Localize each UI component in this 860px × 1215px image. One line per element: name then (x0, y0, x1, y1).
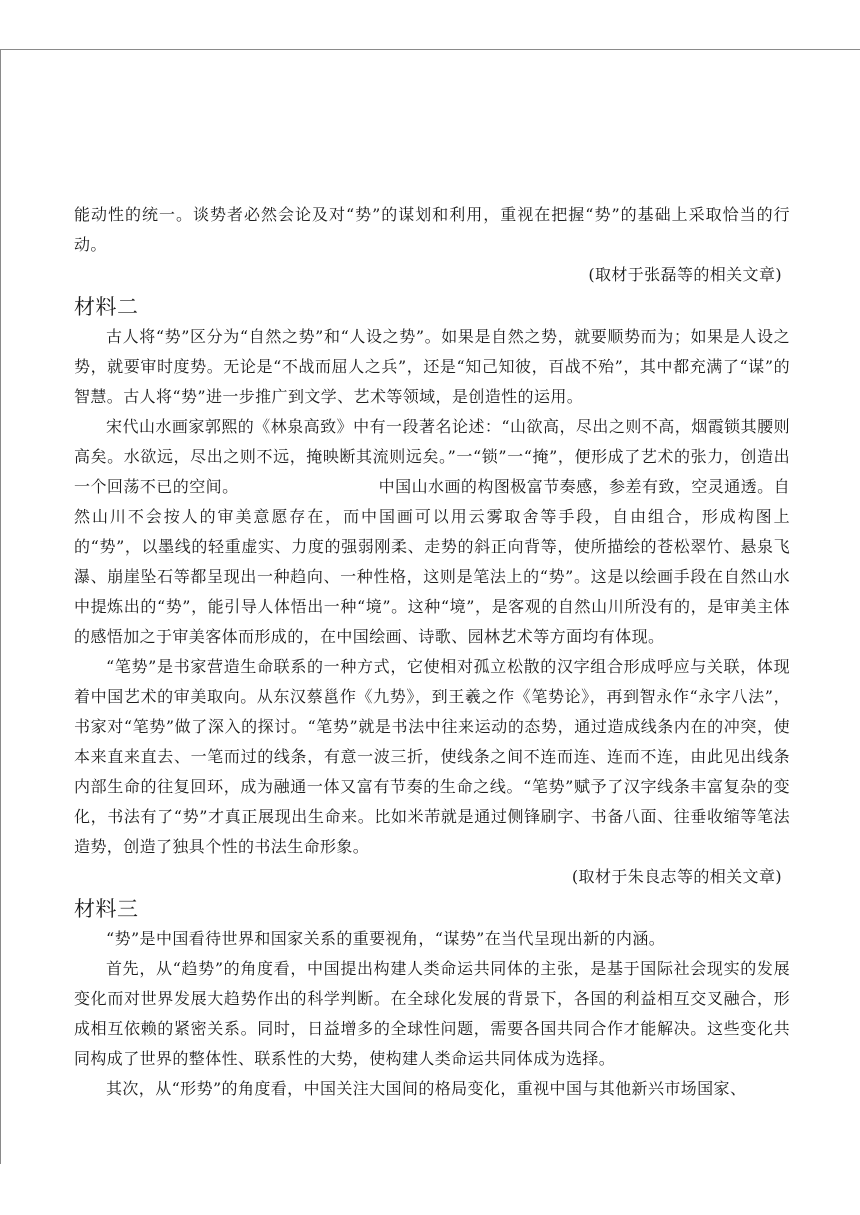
source-note-2: (取材于朱良志等的相关文章) (571, 867, 782, 886)
page-top-border (0, 49, 860, 50)
paragraph-trend: 首先，从“趋势”的角度看，中国提出构建人类命运共同体的主张，是基于国际社会现实的发展变化而对世界发展大趋势作出的科学判断。在全球化发展的背景下，各国的利益相互交叉融合，形成相互依赖的紧密关系。同时，日益增多的全球性问题，需要各国共同合作才能解决。这些变化共同构成了世界的整体性、联系性的大势，使构建人类命运共同体成为选择。 (74, 959, 790, 1068)
paragraph-situation: 其次，从“形势”的角度看，中国关注大国间的格局变化，重视中国与其他新兴市场国家、 (106, 1079, 747, 1098)
paragraph-landscape-painting: 宋代山水画家郭熙的《林泉高致》中有一段著名论述：“山欲高，尽出之则不高，烟霞锁其腰则高矣。水欲远，尽出之则不远，掩映断其流则远矣。”一“锁”一“掩”，便形成了艺术的张力，创造出一个回荡不已的空间。 中国山水画的构图极富节奏感，参差有致，空灵通透。自然山川不会按人的审美意愿存在，而中国画可以用云雾取舍等手段，自由组合，形成构图上的“势”，以墨线的轻重虚实、力度的强弱刚柔、走势的斜正向背等，使所描绘的苍松翠竹、悬泉飞瀑、崩崖坠石等都呈现出一种趋向、一种性格，这则是笔法上的“势”。这是以绘画手段在自然山水中提炼出的“势”，能引导人体悟出一种“境”。这种“境”，是客观的自然山川所没有的，是审美主体的感悟加之于审美客体而形成的，在中国绘画、诗歌、园林艺术等方面均有体现。 (74, 417, 790, 646)
section-heading-material-3: 材料三 (74, 897, 139, 921)
page-left-border (0, 49, 1, 1164)
paragraph-calligraphy-bishi: “笔势”是书家营造生命联系的一种方式，它使相对孤立松散的汉字组合形成呼应与关联，体现着中国艺术的审美取向。从东汉蔡邕作《九势》，到王羲之作《笔势论》，再到智永作“永字八法”，书家对“笔势”做了深入的探讨。“笔势”就是书法中往来运动的态势，通过造成线条内在的冲突，使本来直来直去、一笔而过的线条，有意一波三折，使线条之间不连而连、连而不连，由此见出线条内部生命的往复回环，成为融通一体又富有节奏的生命之线。“笔势”赋予了汉字线条丰富复杂的变化，书法有了“势”才真正展现出生命来。比如米芾就是通过侧锋刷字、书备八面、往垂收缩等笔法造势，创造了独具个性的书法生命形象。 (74, 657, 790, 856)
source-note-1: (取材于张磊等的相关文章) (588, 265, 782, 284)
paragraph-continued: 能动性的统一。谈势者必然会论及对“势”的谋划和利用，重视在把握“势”的基础上采取恰当的行动。 (74, 205, 790, 254)
paragraph-intro-mou-shi: “势”是中国看待世界和国家关系的重要视角，“谋势”在当代呈现出新的内涵。 (106, 929, 666, 948)
paragraph-natural-vs-artificial-shi: 古人将“势”区分为“自然之势”和“人设之势”。如果是自然之势，就要顺势而为；如果是人设之势，就要审时度势。无论是“不战而屈人之兵”，还是“知己知彼，百战不殆”，其中都充满了“谋”的智慧。古人将“势”进一步推广到文学、艺术等领域，是创造性的运用。 (74, 327, 790, 406)
document-body (74, 200, 790, 1104)
section-heading-material-2: 材料二 (74, 295, 139, 319)
